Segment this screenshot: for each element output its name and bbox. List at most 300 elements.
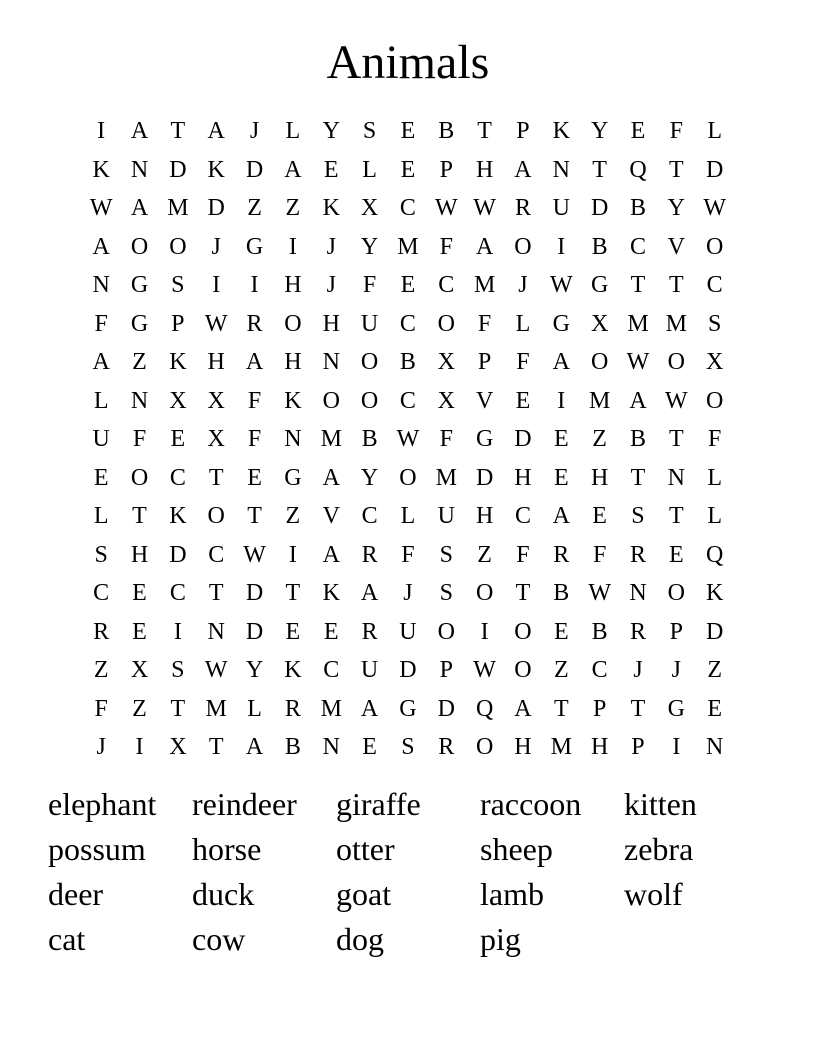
grid-letter: T [247, 503, 262, 530]
grid-letter: A [92, 233, 110, 260]
grid-letter: W [204, 310, 228, 337]
grid-letter: E [285, 618, 301, 645]
grid-letter: V [475, 387, 494, 414]
grid-letter: F [132, 426, 147, 453]
grid-letter: U [437, 503, 455, 530]
grid-letter: N [322, 734, 340, 761]
grid-letter: A [360, 580, 379, 607]
grid-letter: F [592, 541, 607, 568]
grid-letter: A [514, 156, 532, 183]
word-list [48, 782, 768, 962]
grid-letter: C [514, 503, 531, 530]
grid-letter: L [93, 387, 109, 414]
grid-letter: C [323, 657, 340, 684]
grid-letter: S [439, 541, 453, 568]
grid-letter: W [626, 349, 650, 376]
grid-letter: B [591, 618, 608, 645]
grid-letter: P [631, 734, 645, 761]
grid-letter: L [362, 156, 377, 183]
grid-letter: Z [553, 657, 569, 684]
grid-letter: W [473, 657, 496, 684]
grid-letter: U [360, 310, 379, 337]
grid-letter: D [245, 580, 264, 607]
grid-letter: J [326, 272, 336, 299]
page-title: Animals [326, 36, 490, 89]
grid-letter: D [245, 618, 264, 645]
grid-letter: G [475, 426, 494, 453]
grid-letter: W [243, 541, 266, 568]
grid-letter: K [169, 349, 187, 376]
grid-letter: C [629, 233, 646, 260]
grid-letter: E [553, 464, 569, 491]
grid-letter: T [170, 118, 186, 145]
grid-letter: V [322, 503, 340, 530]
grid-letter: W [434, 195, 458, 222]
grid-letter: O [437, 618, 455, 645]
grid-letter: Z [132, 349, 147, 376]
grid-letter: S [631, 503, 645, 530]
grid-letter: C [706, 272, 723, 299]
grid-letter: T [668, 503, 684, 530]
grid-letter: S [401, 734, 415, 761]
word-list-item: dog [336, 921, 384, 957]
grid-letter: N [207, 618, 225, 645]
grid-row [82, 112, 734, 151]
grid-row [82, 382, 734, 421]
grid-letter: J [211, 233, 221, 260]
grid-letter: F [477, 310, 492, 337]
word-list-item: duck [192, 876, 255, 912]
grid-letter: F [94, 695, 108, 722]
grid-letter: T [208, 580, 224, 607]
word-list-item: horse [192, 831, 262, 867]
grid-letter: G [667, 695, 685, 722]
grid-letter: M [435, 464, 457, 491]
grid-letter: A [245, 349, 264, 376]
grid-letter: F [707, 426, 722, 453]
grid-letter: L [515, 310, 531, 337]
grid-letter: R [629, 618, 646, 645]
grid-letter: X [360, 195, 379, 222]
grid-letter: K [322, 580, 340, 607]
grid-letter: M [588, 387, 611, 414]
grid-row [82, 536, 734, 575]
grid-row [82, 305, 734, 344]
grid-letter: G [130, 272, 149, 299]
grid-letter: F [516, 541, 530, 568]
grid-letter: T [668, 426, 684, 453]
grid-letter: K [284, 657, 302, 684]
grid-letter: O [360, 349, 379, 376]
grid-letter: A [514, 695, 532, 722]
grid-letter: O [130, 233, 149, 260]
grid-letter: Q [706, 541, 724, 568]
grid-letter: O [399, 464, 417, 491]
grid-letter: C [399, 387, 416, 414]
grid-letter: O [437, 310, 455, 337]
grid-letter: R [284, 695, 301, 722]
word-list-item: lamb [480, 876, 544, 912]
grid-letter: F [516, 349, 530, 376]
grid-letter: T [208, 734, 224, 761]
grid-letter: O [667, 349, 685, 376]
grid-letter: C [399, 310, 416, 337]
grid-letter: D [437, 695, 455, 722]
grid-letter: H [207, 349, 225, 376]
grid-letter: Y [245, 657, 264, 684]
grid-letter: X [207, 426, 225, 453]
grid-letter: C [169, 464, 186, 491]
grid-letter: N [130, 156, 149, 183]
grid-letter: D [245, 156, 264, 183]
word-list-item: elephant [48, 786, 157, 822]
grid-letter: C [208, 541, 225, 568]
grid-letter: U [399, 618, 417, 645]
grid-letter: T [592, 156, 607, 183]
grid-letter: J [671, 657, 681, 684]
grid-letter: F [362, 272, 377, 299]
grid-letter: Z [285, 503, 301, 530]
grid-letter: F [247, 387, 262, 414]
grid-letter: H [514, 464, 532, 491]
word-list-item: possum [48, 831, 146, 867]
grid-letter: J [249, 118, 260, 145]
grid-letter: F [669, 118, 683, 145]
grid-letter: D [399, 657, 417, 684]
grid-letter: B [438, 118, 455, 145]
grid-letter: O [706, 387, 724, 414]
grid-letter: D [207, 195, 225, 222]
grid-letter: I [173, 618, 182, 645]
grid-row [82, 420, 734, 459]
grid-letter: Z [285, 195, 301, 222]
grid-letter: G [552, 310, 570, 337]
grid-letter: R [246, 310, 263, 337]
grid-letter: M [473, 272, 496, 299]
grid-letter: V [667, 233, 685, 260]
grid-letter: E [553, 426, 569, 453]
grid-letter: A [207, 118, 225, 145]
grid-letter: N [706, 734, 724, 761]
grid-letter: M [627, 310, 649, 337]
grid-letter: U [92, 426, 110, 453]
grid-letter: B [361, 426, 378, 453]
grid-letter: D [706, 618, 724, 645]
word-list-item: reindeer [192, 786, 297, 822]
grid-letter: I [250, 272, 259, 299]
grid-letter: C [169, 580, 186, 607]
grid-letter: E [132, 580, 147, 607]
grid-letter: X [590, 310, 609, 337]
word-list-item: raccoon [480, 786, 582, 822]
grid-letter: T [285, 580, 301, 607]
grid-letter: Y [667, 195, 685, 222]
grid-letter: T [553, 695, 569, 722]
grid-letter: M [665, 310, 687, 337]
grid-letter: T [668, 272, 684, 299]
word-list-item: wolf [624, 876, 683, 912]
grid-letter: C [591, 657, 608, 684]
grid-letter: D [590, 195, 609, 222]
grid-row [82, 459, 734, 498]
grid-letter: I [97, 118, 106, 145]
grid-letter: R [93, 618, 110, 645]
word-list-item: giraffe [336, 786, 421, 822]
grid-letter: C [438, 272, 455, 299]
grid-letter: A [552, 349, 570, 376]
grid-row [82, 228, 734, 267]
grid-letter: L [707, 503, 722, 530]
grid-letter: A [552, 503, 570, 530]
grid-letter: H [590, 464, 609, 491]
grid-letter: A [322, 464, 340, 491]
grid-letter: Y [322, 118, 340, 145]
grid-letter: S [94, 541, 108, 568]
grid-letter: O [207, 503, 225, 530]
grid-letter: I [288, 541, 297, 568]
grid-letter: E [400, 272, 416, 299]
word-list-item: otter [336, 831, 395, 867]
grid-letter: R [629, 541, 646, 568]
grid-letter: J [96, 734, 106, 761]
grid-letter: T [515, 580, 531, 607]
grid-letter: L [400, 503, 416, 530]
grid-letter: M [397, 233, 419, 260]
grid-letter: L [707, 118, 722, 145]
grid-letter: N [284, 426, 302, 453]
grid-letter: H [475, 503, 494, 530]
grid-letter: E [553, 618, 569, 645]
grid-letter: N [552, 156, 570, 183]
grid-letter: I [557, 387, 566, 414]
grid-letter: H [130, 541, 149, 568]
grid-letter: T [630, 272, 646, 299]
grid-letter: Z [592, 426, 607, 453]
grid-row [82, 189, 734, 228]
grid-row [82, 728, 734, 767]
grid-letter: G [284, 464, 302, 491]
grid-letter: K [284, 387, 302, 414]
grid-letter: I [480, 618, 489, 645]
grid-letter: I [212, 272, 221, 299]
grid-letter: K [207, 156, 225, 183]
grid-letter: M [320, 426, 342, 453]
grid-letter: E [132, 618, 147, 645]
grid-letter: Y [360, 233, 379, 260]
grid-letter: I [135, 734, 144, 761]
grid-letter: D [514, 426, 532, 453]
grid-letter: S [171, 657, 185, 684]
grid-letter: B [629, 426, 646, 453]
grid-letter: H [475, 156, 494, 183]
grid-letter: Z [93, 657, 109, 684]
grid-letter: F [247, 426, 262, 453]
grid-letter: J [403, 580, 413, 607]
grid-letter: O [360, 387, 379, 414]
grid-letter: E [592, 503, 607, 530]
grid-row [82, 497, 734, 536]
grid-letter: H [284, 349, 302, 376]
grid-letter: P [477, 349, 492, 376]
grid-letter: A [284, 156, 302, 183]
grid-letter: E [515, 387, 531, 414]
grid-letter: N [130, 387, 149, 414]
grid-letter: E [323, 618, 339, 645]
grid-letter: L [93, 503, 109, 530]
grid-letter: R [514, 195, 531, 222]
grid-letter: C [361, 503, 378, 530]
grid-letter: W [204, 657, 228, 684]
grid-letter: W [703, 195, 726, 222]
grid-letter: A [475, 233, 494, 260]
grid-letter: X [437, 349, 455, 376]
grid-letter: F [439, 233, 453, 260]
grid-letter: H [514, 734, 532, 761]
grid-letter: L [285, 118, 301, 145]
grid-letter: G [399, 695, 417, 722]
grid-letter: Z [247, 195, 262, 222]
word-list-item: kitten [624, 786, 697, 822]
grid-letter: O [590, 349, 609, 376]
grid-letter: I [557, 233, 566, 260]
grid-letter: E [400, 156, 416, 183]
grid-letter: X [169, 387, 187, 414]
grid-letter: S [439, 580, 453, 607]
grid-letter: W [588, 580, 611, 607]
grid-letter: T [630, 464, 646, 491]
grid-letter: E [247, 464, 262, 491]
grid-letter: Z [477, 541, 492, 568]
grid-letter: N [322, 349, 340, 376]
grid-row [82, 574, 734, 613]
grid-letter: I [288, 233, 297, 260]
grid-letter: R [553, 541, 570, 568]
grid-letter: P [592, 695, 607, 722]
grid-letter: H [590, 734, 609, 761]
grid-letter: T [132, 503, 147, 530]
grid-letter: A [360, 695, 379, 722]
grid-letter: G [245, 233, 264, 260]
grid-letter: H [284, 272, 302, 299]
grid-letter: I [672, 734, 681, 761]
grid-letter: S [362, 118, 377, 145]
grid-letter: E [323, 156, 339, 183]
grid-letter: W [396, 426, 420, 453]
grid-letter: D [706, 156, 724, 183]
grid-letter: M [167, 195, 189, 222]
grid-letter: O [169, 233, 187, 260]
grid-letter: T [170, 695, 186, 722]
grid-letter: W [549, 272, 573, 299]
grid-letter: W [473, 195, 496, 222]
grid-letter: P [439, 156, 453, 183]
grid-letter: Q [475, 695, 494, 722]
grid-letter: D [475, 464, 494, 491]
grid-row [82, 651, 734, 690]
grid-letter: Z [132, 695, 147, 722]
grid-letter: B [284, 734, 301, 761]
grid-letter: K [322, 195, 340, 222]
grid-letter: Y [590, 118, 609, 145]
grid-letter: G [590, 272, 609, 299]
grid-letter: X [706, 349, 724, 376]
grid-letter: O [706, 233, 724, 260]
grid-letter: M [320, 695, 342, 722]
grid-letter: B [591, 233, 608, 260]
grid-letter: C [399, 195, 416, 222]
word-list-item: deer [48, 876, 104, 912]
grid-letter: T [477, 118, 492, 145]
grid-letter: Z [707, 657, 722, 684]
grid-letter: O [514, 233, 532, 260]
grid-letter: N [629, 580, 647, 607]
grid-letter: A [322, 541, 340, 568]
grid-letter: E [400, 118, 416, 145]
grid-letter: M [550, 734, 572, 761]
grid-row [82, 343, 734, 382]
grid-letter: E [707, 695, 722, 722]
grid-letter: R [438, 734, 455, 761]
grid-letter: A [130, 195, 149, 222]
grid-letter: O [475, 734, 494, 761]
grid-letter: F [439, 426, 453, 453]
grid-row [82, 690, 734, 729]
grid-letter: A [629, 387, 647, 414]
word-list-item: sheep [480, 831, 553, 867]
grid-letter: J [633, 657, 643, 684]
grid-letter: K [552, 118, 570, 145]
grid-row [82, 266, 734, 305]
grid-letter: L [247, 695, 262, 722]
word-search-grid [82, 112, 734, 767]
word-list-item: cat [48, 921, 86, 957]
grid-letter: E [93, 464, 109, 491]
grid-letter: B [399, 349, 416, 376]
grid-letter: A [130, 118, 149, 145]
grid-letter: U [552, 195, 570, 222]
grid-letter: E [668, 541, 684, 568]
grid-letter: J [326, 233, 336, 260]
grid-row [82, 151, 734, 190]
grid-letter: L [707, 464, 722, 491]
grid-letter: X [207, 387, 225, 414]
grid-letter: X [437, 387, 455, 414]
grid-letter: P [516, 118, 530, 145]
grid-letter: T [630, 695, 646, 722]
grid-letter: P [439, 657, 453, 684]
grid-letter: E [630, 118, 646, 145]
grid-letter: F [94, 310, 108, 337]
grid-letter: X [130, 657, 149, 684]
grid-letter: O [667, 580, 685, 607]
grid-letter: J [518, 272, 528, 299]
grid-letter: C [93, 580, 110, 607]
word-list-item: cow [192, 921, 246, 957]
grid-letter: O [514, 618, 532, 645]
grid-letter: D [169, 541, 187, 568]
grid-letter: U [360, 657, 379, 684]
grid-letter: M [205, 695, 227, 722]
grid-letter: K [169, 503, 187, 530]
grid-letter: K [92, 156, 110, 183]
grid-letter: H [322, 310, 340, 337]
grid-letter: A [245, 734, 264, 761]
grid-row [82, 613, 734, 652]
grid-letter: K [706, 580, 724, 607]
grid-letter: S [171, 272, 185, 299]
grid-letter: A [92, 349, 110, 376]
grid-letter: T [208, 464, 224, 491]
